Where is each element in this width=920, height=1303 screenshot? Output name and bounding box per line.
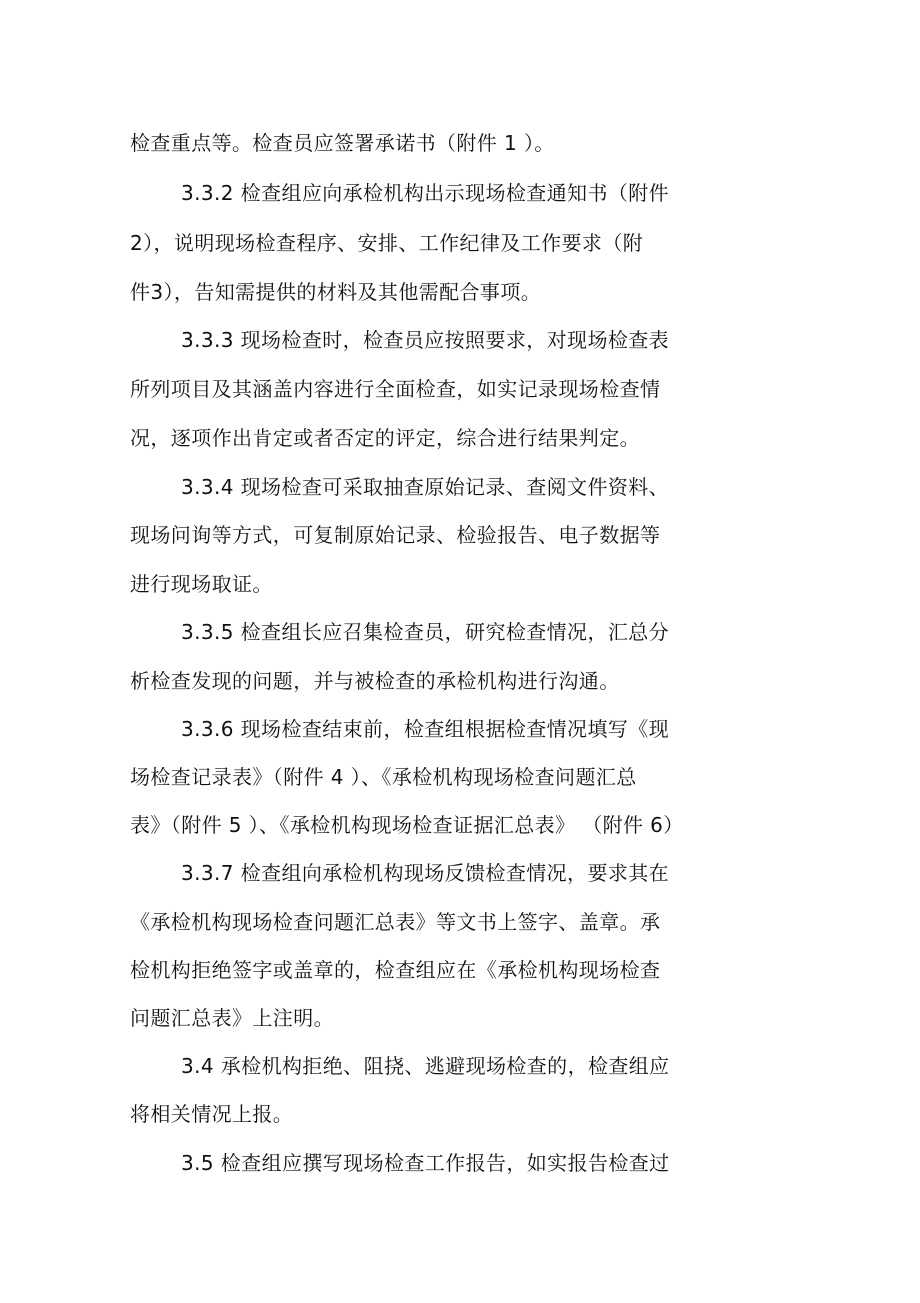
text-line: 3.3.3 现场检查时，检查员应按照要求，对现场检查表 <box>181 328 670 352</box>
text-line: 3.3.5 检查组长应召集检查员，研究检查情况，汇总分 <box>181 620 670 644</box>
text-line: 况，逐项作出肯定或者否定的评定，综合进行结果判定。 <box>130 426 640 450</box>
text-line: 析检查发现的问题，并与被检查的承检机构进行沟通。 <box>130 669 620 693</box>
text-line: 表》（附件 5 ）、《承检机构现场检查证据汇总表》 （附件 6） <box>130 813 684 837</box>
text-line: 3.3.7 检查组向承检机构现场反馈检查情况，要求其在 <box>181 861 670 885</box>
text-line: 场检查记录表》（附件 4 ）、《承检机构现场检查问题汇总 <box>130 765 637 789</box>
text-line: 《承检机构现场检查问题汇总表》等文书上签字、盖章。承 <box>130 910 661 934</box>
text-line: 3.3.4 现场检查可采取抽查原始记录、查阅文件资料、 <box>181 475 670 499</box>
text-line: 现场问询等方式，可复制原始记录、检验报告、电子数据等 <box>130 523 661 547</box>
text-line: 进行现场取证。 <box>130 572 273 596</box>
text-line: 检查重点等。检查员应签署承诺书（附件 1 ）。 <box>130 131 555 155</box>
text-line: 3.3.2 检查组应向承检机构出示现场检查通知书（附件 <box>181 181 670 205</box>
text-line: 将相关情况上报。 <box>130 1102 294 1126</box>
text-line: 件3），告知需提供的材料及其他需配合事项。 <box>130 280 542 304</box>
text-line: 3.4 承检机构拒绝、阻挠、逃避现场检查的，检查组应 <box>181 1054 670 1078</box>
text-line: 检机构拒绝签字或盖章的，检查组应在《承检机构现场检查 <box>130 958 661 982</box>
text-line: 3.5 检查组应撰写现场检查工作报告，如实报告检查过 <box>181 1151 670 1175</box>
text-line: 所列项目及其涵盖内容进行全面检查，如实记录现场检查情 <box>130 377 661 401</box>
text-line: 3.3.6 现场检查结束前，检查组根据检查情况填写《现 <box>181 717 670 741</box>
text-line: 问题汇总表》上注明。 <box>130 1006 334 1030</box>
text-line: 2），说明现场检查程序、安排、工作纪律及工作要求（附 <box>130 231 644 255</box>
